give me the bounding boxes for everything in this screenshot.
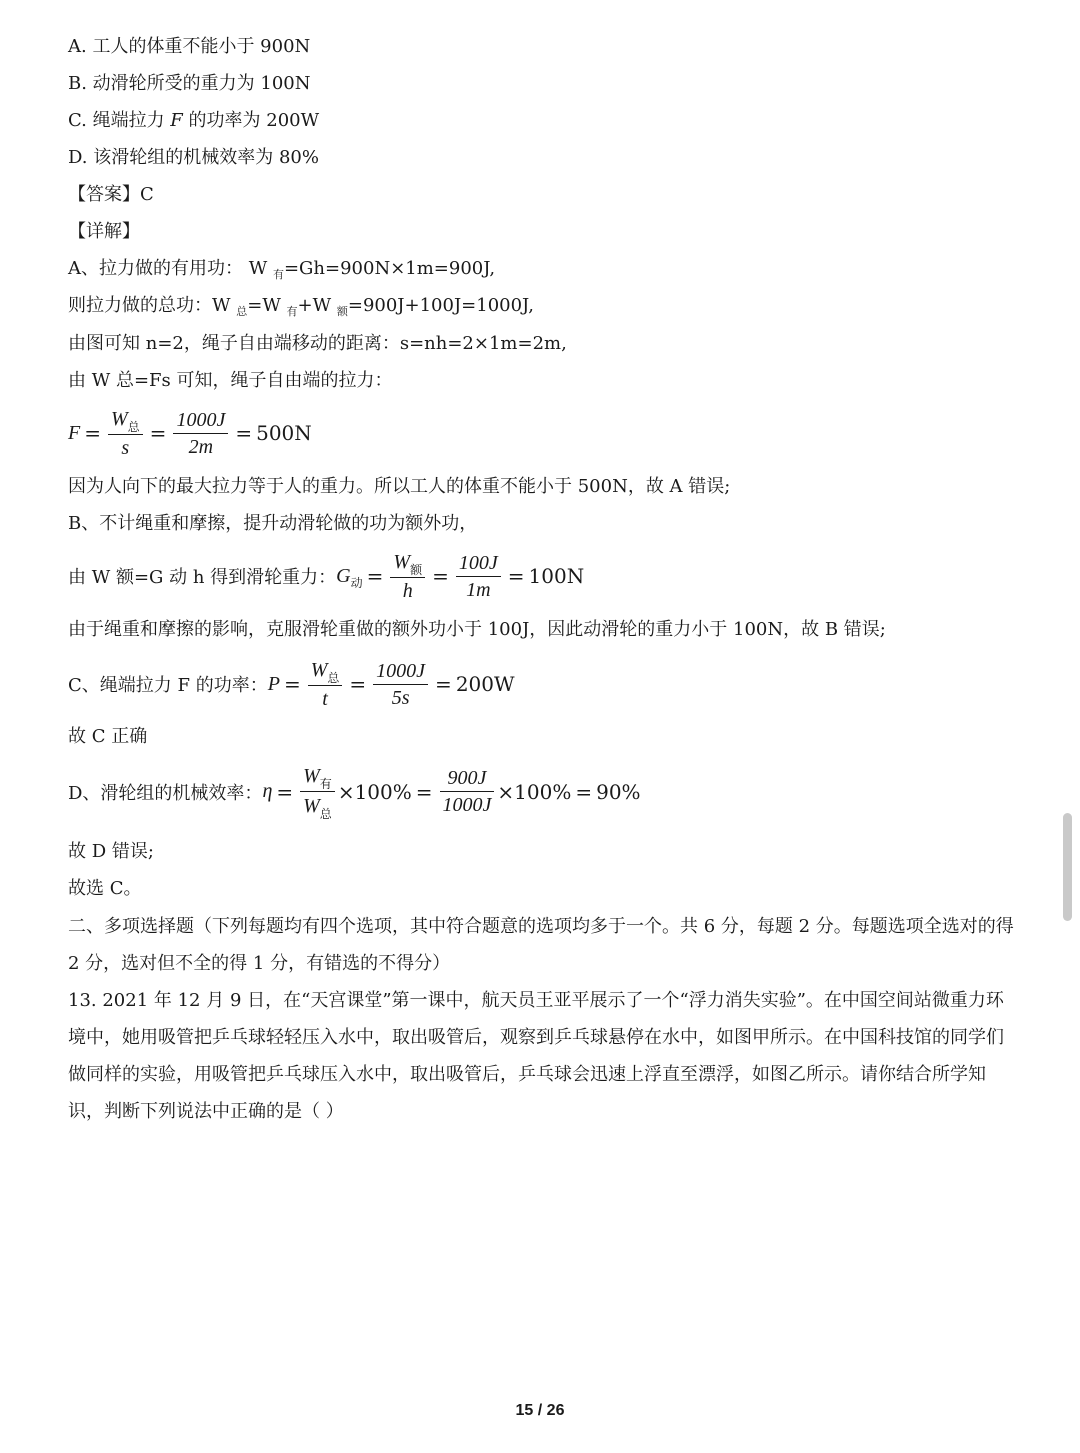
- sol-c-conclusion: 故 C 正确: [68, 726, 148, 747]
- eq-f-eq3: =: [235, 421, 253, 445]
- eq-p-eq2: =: [349, 672, 367, 696]
- sol-a2-post: =900J+100J=1000J,: [347, 295, 534, 316]
- eq-eta-eq2: =: [415, 779, 433, 804]
- eq-eta-num-sub: 有: [319, 777, 332, 791]
- answer: 【答案】C: [68, 184, 154, 205]
- eq-g-lhs-sub: 动: [350, 575, 363, 590]
- equation-gravity: [68, 548, 584, 604]
- eq-eta-frac2: [440, 765, 495, 818]
- equation-efficiency: [68, 762, 641, 821]
- option-c-pre: C. 绳端拉力: [68, 110, 171, 131]
- eq-f-num-w: W: [110, 408, 128, 430]
- eq-eta-frac1: [300, 762, 335, 821]
- eq-f-eq2: =: [149, 421, 167, 445]
- eq-eta-num2: 900J: [440, 765, 495, 792]
- sol-c1-text: C、绳端拉力 F 的功率：: [68, 675, 268, 696]
- eq-g-rhs: 100N: [528, 564, 585, 588]
- question-13: 13. 2021 年 12 月 9 日，在“天宫课堂”第一课中，航天员王亚平展示了一个“浮力消失实验”。在中国空间站微重力环境中，她用吸管把乒乓球轻轻压入水中，取出吸管后，观察到乒乓球悬停在水中，如图甲所示。在中国科技馆的同学们做同样的实验，用吸管把乒乓球压入水中，取出吸管后，乒乓球会迅速上浮直至漂浮，如图乙所示。请你结合所学知识，判断下列说法中正确的是（ ）: [68, 990, 1004, 1122]
- sol-a2-mid2: +W: [297, 295, 337, 316]
- eq-g-den: h: [402, 580, 413, 602]
- eq-g-num2: 100J: [456, 550, 501, 577]
- eq-p-num-sub: 总: [327, 671, 340, 685]
- eq-g-num-sub: 额: [410, 563, 423, 577]
- eq-p-num-w: W: [310, 659, 328, 681]
- eq-p-eq3: =: [435, 672, 452, 696]
- eq-p-frac2: [373, 658, 428, 711]
- eq-eta-den-sub: 总: [319, 807, 332, 821]
- eq-eta-num-w: W: [303, 765, 320, 787]
- sol-b-conclusion: 由于绳重和摩擦的影响，克服滑轮重做的额外功小于 100J，因此动滑轮的重力小于 100N，故 B 错误;: [68, 619, 886, 640]
- eq-p-num2: 1000J: [373, 658, 428, 685]
- sol-a-conclusion: 因为人向下的最大拉力等于人的重力。所以工人的体重不能小于 500N，故 A 错误;: [68, 476, 731, 497]
- sol-a2-pre: 则拉力做的总功：W: [68, 295, 237, 316]
- eq-f-lhs: F: [68, 421, 81, 444]
- eq-f-num2: 1000J: [173, 407, 228, 434]
- equation-power: [68, 656, 515, 712]
- sol-a2: [68, 294, 534, 320]
- eq-p-den: t: [322, 688, 328, 710]
- eq-f-num-sub: 总: [127, 420, 140, 434]
- eq-f-eq1: =: [84, 421, 101, 445]
- eq-g-lhs: G: [336, 564, 351, 587]
- sol-a1-post: =Gh=900N×1m=900J,: [283, 258, 496, 279]
- sol-a2-sub3: 额: [336, 305, 348, 318]
- eq-eta-den2: 1000J: [442, 794, 492, 816]
- eq-eta-lhs: η: [262, 780, 273, 802]
- eq-eta-eq1: =: [276, 779, 294, 804]
- final-answer: 故选 C。: [68, 878, 142, 899]
- option-b: B. 动滑轮所受的重力为 100N: [68, 73, 311, 94]
- equation-force: [68, 405, 312, 461]
- section-two-heading: 二、多项选择题（下列每题均有四个选项，其中符合题意的选项均多于一个。共 6 分，每题 2 分。每题选项全选对的得 2 分，选对但不全的得 1 分，有错选的不得分）: [68, 916, 1014, 974]
- scrollbar-thumb[interactable]: [1063, 813, 1072, 921]
- eq-eta-eq3: =: [575, 779, 593, 804]
- sol-a2-sub1: 总: [236, 305, 248, 318]
- eq-f-den2: 2m: [188, 435, 214, 458]
- eq-eta-den-w: W: [303, 795, 320, 817]
- eq-g-eq3: =: [507, 564, 525, 588]
- eq-g-frac2: [456, 550, 501, 603]
- detail-heading: 【详解】: [68, 221, 140, 242]
- sol-d-conclusion: 故 D 错误;: [68, 841, 154, 862]
- eq-f-frac2: [173, 407, 228, 460]
- eq-g-num-w: W: [393, 551, 411, 573]
- page-number: 15 / 26: [515, 1402, 565, 1419]
- eq-p-lhs: P: [267, 672, 280, 695]
- eq-eta-times1: ×100%: [337, 779, 412, 804]
- sol-a4: 由 W 总=Fs 可知，绳子自由端的拉力：: [68, 370, 393, 391]
- eq-f-den: s: [121, 437, 130, 459]
- eq-g-frac1: [390, 548, 425, 604]
- option-a: A. 工人的体重不能小于 900N: [68, 36, 311, 57]
- option-c: [68, 109, 319, 133]
- option-c-post: 的功率为 200W: [182, 110, 320, 131]
- eq-p-eq1: =: [283, 672, 301, 696]
- eq-p-den2: 5s: [391, 686, 410, 709]
- sol-a3: 由图可知 n=2，绳子自由端移动的距离：s=nh=2×1m=2m,: [68, 333, 567, 354]
- sol-a1-pre: A、拉力做的有用功： W: [68, 258, 273, 279]
- sol-a2-sub2: 有: [286, 305, 298, 318]
- eq-g-den2: 1m: [466, 578, 491, 601]
- eq-p-frac1: [308, 656, 343, 712]
- eq-g-eq2: =: [432, 564, 449, 588]
- option-c-var: F: [170, 110, 183, 131]
- sol-a1: [68, 257, 495, 283]
- sol-a2-mid1: =W: [247, 295, 287, 316]
- sol-b2-text: 由 W 额=G 动 h 得到滑轮重力：: [68, 567, 337, 588]
- sol-d1-text: D、滑轮组的机械效率：: [68, 782, 263, 804]
- eq-g-eq1: =: [366, 564, 384, 588]
- eq-f-rhs: 500N: [256, 421, 312, 445]
- eq-eta-rhs: 90%: [596, 779, 641, 804]
- eq-eta-times2: ×100%: [497, 779, 572, 804]
- sol-b1: B、不计绳重和摩擦，提升动滑轮做的功为额外功，: [68, 513, 478, 534]
- eq-f-frac1: [108, 405, 143, 461]
- option-d: D. 该滑轮组的机械效率为 80%: [68, 147, 319, 168]
- eq-p-rhs: 200W: [455, 672, 515, 696]
- sol-a1-sub: 有: [272, 268, 284, 281]
